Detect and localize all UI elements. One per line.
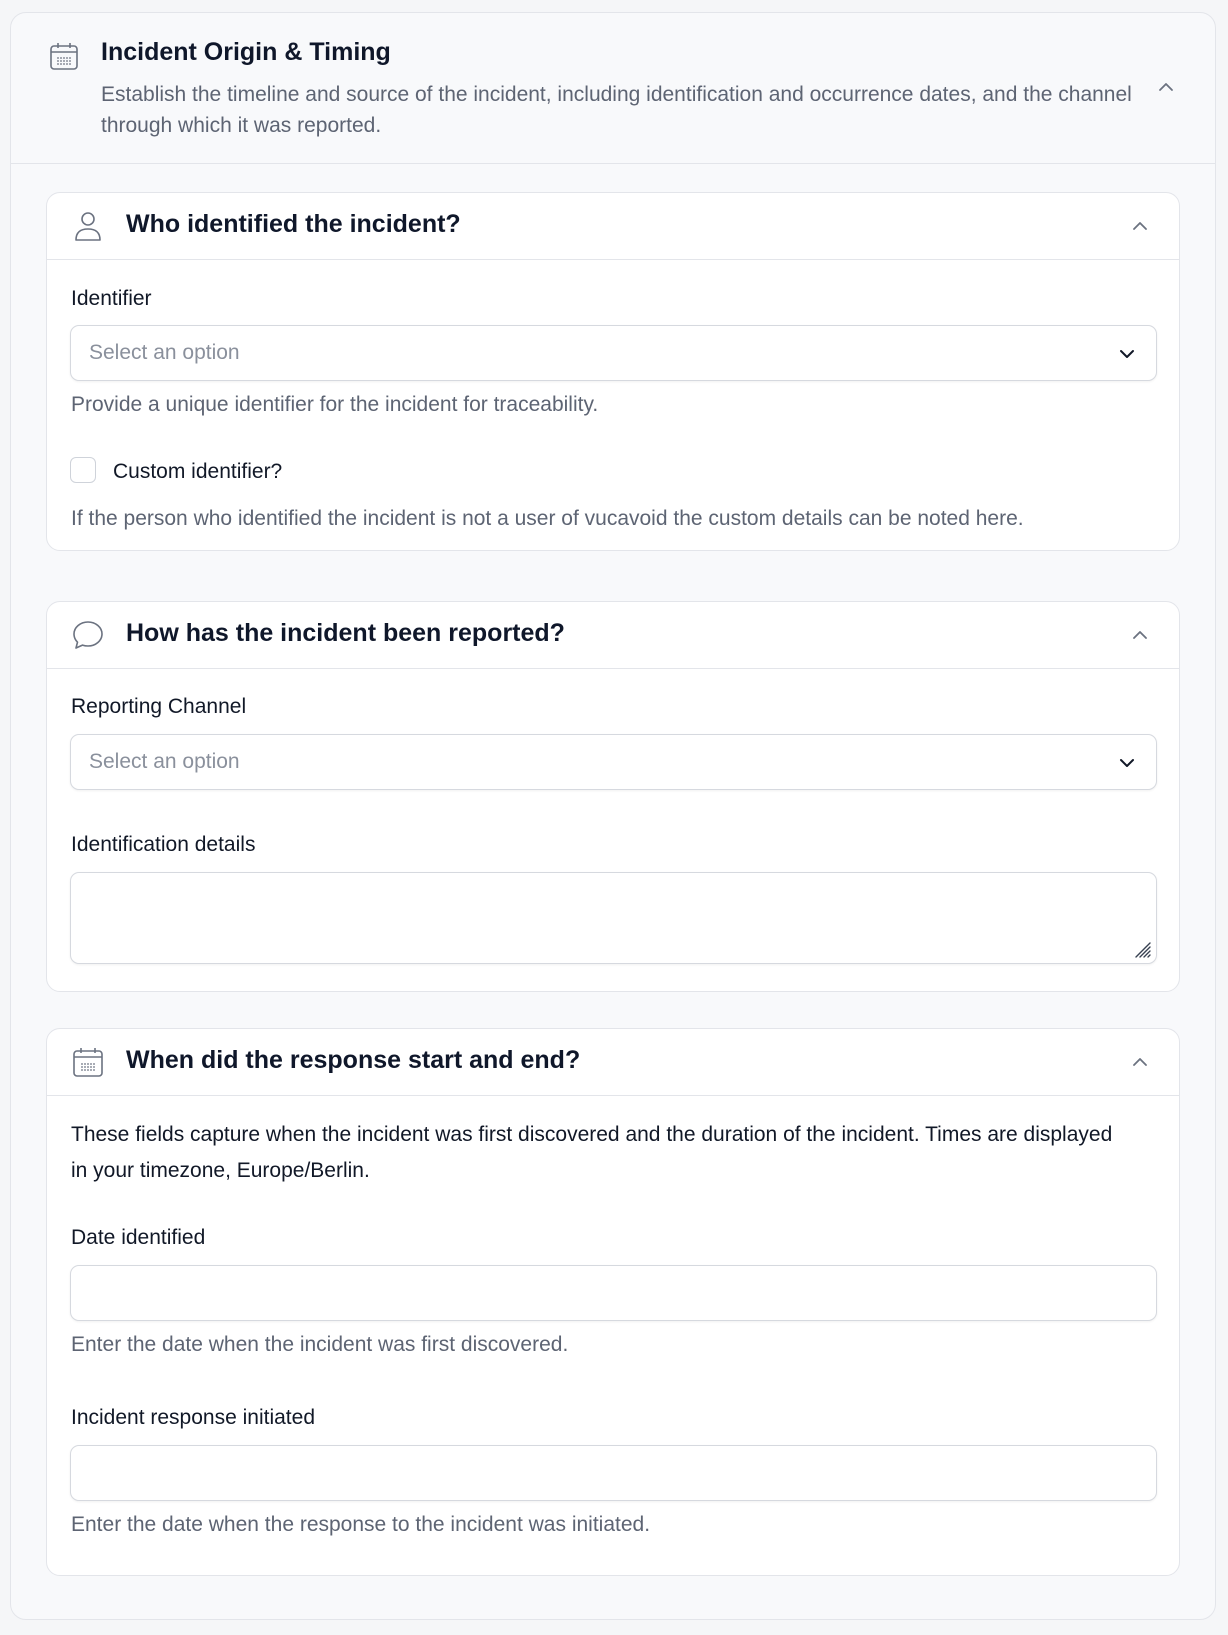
response-initiated-input[interactable]	[70, 1445, 1157, 1501]
resize-handle-icon[interactable]	[1132, 939, 1152, 959]
date-identified-label: Date identified	[71, 1226, 206, 1249]
response-intro: These fields capture when the incident was first discovered and the duration of the incident. Times are displayed in your timezone, Europe/Berlin.	[71, 1123, 1113, 1182]
reported-card-title: How has the incident been reported?	[126, 619, 565, 647]
identified-card-title: Who identified the incident?	[126, 210, 461, 238]
identified-card	[46, 192, 1180, 551]
chevron-up-icon[interactable]	[1129, 1051, 1151, 1073]
identified-card-header[interactable]	[47, 193, 1179, 260]
reporting-channel-placeholder: Select an option	[89, 750, 240, 773]
custom-identifier-label[interactable]: Custom identifier?	[113, 460, 283, 483]
response-initiated-help: Enter the date when the response to the incident was initiated.	[71, 1513, 651, 1536]
section-header[interactable]	[11, 13, 1215, 164]
custom-identifier-help: If the person who identified the incident is not a user of vucavoid the custom details can be noted here.	[71, 507, 1024, 530]
chevron-up-icon[interactable]	[1155, 76, 1177, 98]
response-card	[46, 1028, 1180, 1576]
response-card-title: When did the response start and end?	[126, 1046, 581, 1074]
speech-bubble-icon	[71, 618, 105, 652]
identifier-help: Provide a unique identifier for the incident for traceability.	[71, 393, 599, 416]
section-description: Establish the timeline and source of the incident, including identification and occurrence dates, and the channel through which it was reported.	[101, 83, 1132, 137]
reporting-channel-label: Reporting Channel	[71, 695, 247, 718]
reporting-channel-select[interactable]	[70, 734, 1157, 790]
identifier-label: Identifier	[71, 287, 152, 310]
response-card-header[interactable]	[47, 1029, 1179, 1096]
identification-details-label: Identification details	[71, 833, 256, 856]
chevron-down-icon	[1116, 752, 1138, 774]
reported-card	[46, 601, 1180, 992]
calendar-icon	[71, 1045, 105, 1079]
reported-card-header[interactable]	[47, 602, 1179, 669]
date-identified-input[interactable]	[70, 1265, 1157, 1321]
date-identified-help: Enter the date when the incident was first discovered.	[71, 1333, 569, 1356]
section-title: Incident Origin & Timing	[101, 38, 391, 66]
calendar-icon	[49, 41, 79, 71]
identification-details-textarea[interactable]	[70, 872, 1157, 964]
custom-identifier-checkbox[interactable]	[70, 457, 96, 483]
user-icon	[71, 209, 105, 243]
response-initiated-label: Incident response initiated	[71, 1406, 315, 1429]
incident-origin-section	[10, 12, 1216, 1620]
identifier-select[interactable]	[70, 325, 1157, 381]
chevron-up-icon[interactable]	[1129, 624, 1151, 646]
chevron-down-icon	[1116, 343, 1138, 365]
identifier-placeholder: Select an option	[89, 341, 240, 364]
chevron-up-icon[interactable]	[1129, 215, 1151, 237]
